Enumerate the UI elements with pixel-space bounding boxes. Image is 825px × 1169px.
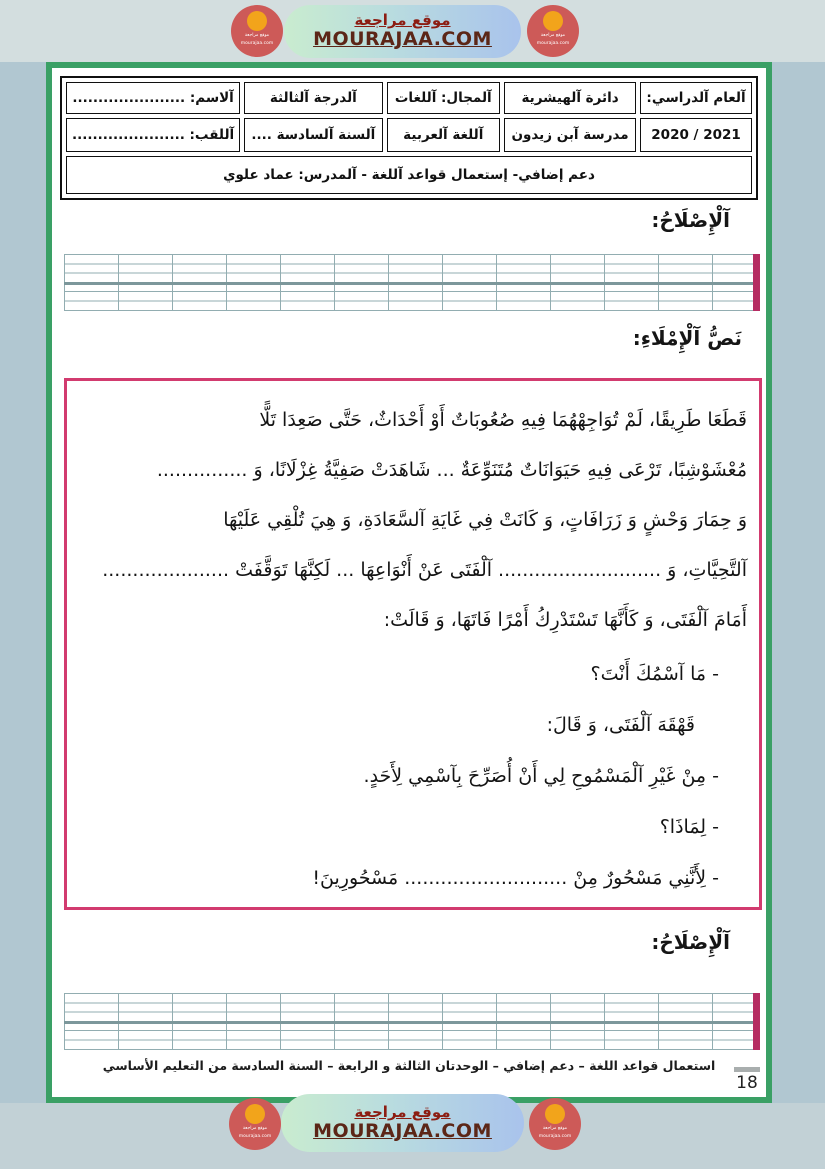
baseline-rule bbox=[64, 282, 760, 285]
worksheet-footer: استعمال قواعد اللغة – دعم إضافي – الوحدتان الثالثة و الرابعة – السنة السادسة من التعليم الأساسي bbox=[102, 1058, 716, 1073]
logo-caption-domain: mourajaa.com bbox=[238, 1133, 272, 1139]
district-name: دائرة آلهيشرية bbox=[504, 82, 636, 114]
grade-label: آلدرجة آلثالثة bbox=[244, 82, 382, 114]
logo-orb-icon bbox=[543, 11, 563, 31]
dialogue-line: - مِنْ غَيْرِ آلْمَسْمُوحِ لِي أَنْ أُصَرِّحَ بِآسْمِي لِأَحَدٍ. bbox=[363, 765, 719, 787]
page-number-block bbox=[730, 1067, 764, 1093]
site-logo bbox=[529, 1098, 581, 1150]
site-logo bbox=[527, 5, 579, 57]
logo-orb-icon bbox=[247, 11, 267, 31]
site-banner[interactable] bbox=[284, 5, 521, 58]
logo-caption: موقع مراجعة bbox=[540, 33, 566, 38]
correction-heading-1: آلْإِصْلَاحُ: bbox=[651, 208, 730, 232]
dictation-line: أَمَامَ آلْفَتَى، وَ كَأَنَّهَا تَسْتَدْرِكُ أَمْرًا فَاتَهَا، وَ قَالَتْ: bbox=[383, 609, 747, 631]
exam-header-table bbox=[60, 76, 758, 200]
logo-caption: موقع مراجعة bbox=[244, 33, 270, 38]
margin-bar bbox=[753, 993, 760, 1050]
dictation-line: وَ حِمَارَ وَحْشٍ وَ زَرَافَاتٍ، وَ كَانَتْ فِي غَايَةِ آلسَّعَادَةِ، وَ هِيَ تُلْقِي عَلَيْهَا bbox=[223, 509, 747, 531]
page-number: 18 bbox=[736, 1073, 758, 1093]
baseline-rule bbox=[64, 1021, 760, 1024]
dictation-line: آلتَّحِيَّاتِ، وَ ........................... آلْفَتَى عَنْ أَنْوَاعِهَا ... لَكِنَّهَا تَوَقَّفَتْ ..................... bbox=[102, 559, 747, 581]
field-label: آلمجال: آللغات bbox=[387, 82, 501, 114]
dictation-heading: نَصُّ آلْإِمْلَاءِ: bbox=[632, 326, 742, 350]
writing-lines-2 bbox=[64, 993, 760, 1050]
dictation-dialogue bbox=[77, 649, 719, 904]
site-logo bbox=[231, 5, 283, 57]
logo-orb-icon bbox=[545, 1104, 565, 1124]
dialogue-line: - لِأَنَّنِي مَسْحُورٌ مِنْ ........................... مَسْحُورِينَ! bbox=[312, 867, 719, 889]
dictation-paragraph bbox=[77, 395, 747, 645]
school-year-label: آلعام آلدراسي: bbox=[640, 82, 752, 114]
top-banner-strip bbox=[0, 0, 825, 62]
dialogue-line: - مَا آسْمُكَ أَنْتَ؟ bbox=[590, 663, 719, 685]
site-title-arabic: موقع مراجعة bbox=[354, 1102, 451, 1121]
page-number-marker bbox=[734, 1067, 760, 1072]
logo-orb-icon bbox=[245, 1104, 265, 1124]
logo-caption: موقع مراجعة bbox=[242, 1126, 268, 1131]
school-year-value: 2021 / 2020 bbox=[640, 118, 752, 152]
support-title: دعم إضافي- إستعمال قواعد آللغة - آلمدرس: عماد علوي bbox=[66, 156, 752, 194]
last-name-field: آللقب: ...................... bbox=[66, 118, 240, 152]
correction-heading-2: آلْإِصْلَاحُ: bbox=[651, 930, 730, 954]
logo-caption-domain: mourajaa.com bbox=[536, 40, 570, 46]
worksheet-page bbox=[46, 62, 772, 1103]
margin-bar bbox=[753, 254, 760, 311]
dictation-text-box bbox=[64, 378, 762, 910]
year-level: آلسنة آلسادسة .... bbox=[244, 118, 382, 152]
site-domain-link[interactable]: MOURAJAA.COM bbox=[313, 1119, 492, 1142]
dialogue-line: قَهْقَهَ آلْفَتَى، وَ قَالَ: bbox=[546, 714, 695, 736]
dialogue-line: - لِمَاذَا؟ bbox=[659, 816, 719, 838]
writing-lines-1 bbox=[64, 254, 760, 311]
site-banner[interactable] bbox=[281, 1094, 524, 1152]
site-logo bbox=[229, 1098, 281, 1150]
dictation-line: مُعْشَوْشِبًا، تَرْعَى فِيهِ حَيَوَانَاتٌ مُتَنَوِّعَةٌ ... شَاهَدَتْ صَفِيَّةُ غِزْلَانًا، وَ ............... bbox=[156, 459, 747, 481]
first-name-field: آلاسم: ...................... bbox=[66, 82, 240, 114]
site-title-arabic: موقع مراجعة bbox=[354, 11, 451, 30]
logo-caption-domain: mourajaa.com bbox=[538, 1133, 572, 1139]
school-name: مدرسة آبن زيدون bbox=[504, 118, 636, 152]
subject-name: آللغة آلعربية bbox=[387, 118, 501, 152]
logo-caption-domain: mourajaa.com bbox=[240, 40, 274, 46]
dictation-line: قَطَعَا طَرِيقًا، لَمْ تُوَاجِهْهُمَا فِيهِ صُعُوبَاتٌ أَوْ أَحْدَاثٌ، حَتَّى صَعِدَا تَلًّا bbox=[259, 409, 747, 431]
logo-caption: موقع مراجعة bbox=[542, 1126, 568, 1131]
site-domain-link[interactable]: MOURAJAA.COM bbox=[313, 28, 492, 51]
